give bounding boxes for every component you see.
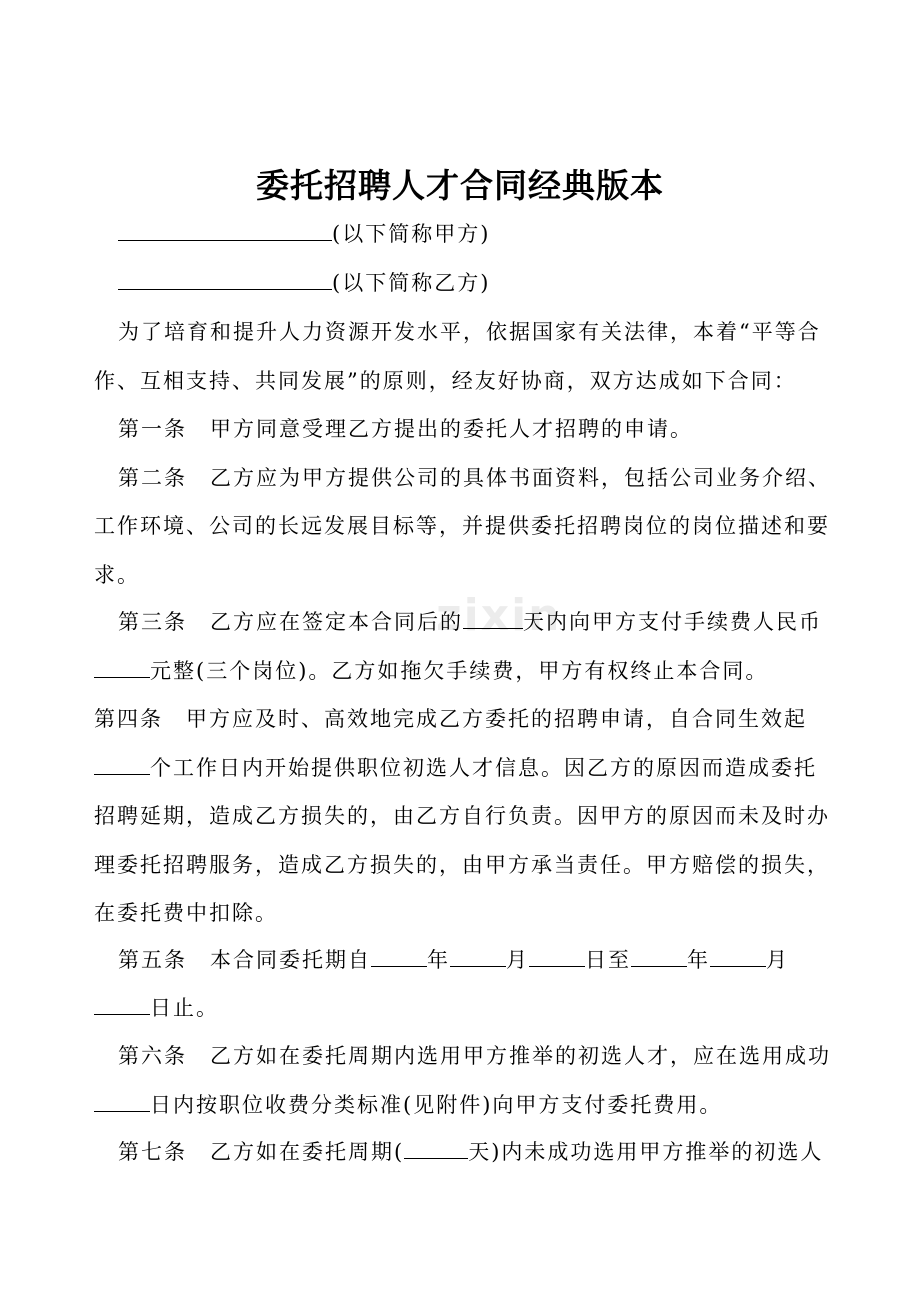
article-4-text-2: 个工作日内开始提供职位初选人才信息。因乙方的原因而造成委托 xyxy=(150,756,817,780)
article-3-text-a: 第三条 乙方应在签定本合同后的 xyxy=(118,610,463,634)
preamble-line-2: 作、互相支持、共同发展”的原则，经友好协商，双方达成如下合同： xyxy=(94,369,797,393)
end-day-label: 日止。 xyxy=(150,996,219,1020)
end-month-blank xyxy=(710,946,766,967)
article-2-line-1: 第二条 乙方应为甲方提供公司的具体书面资料，包括公司业务介绍、 xyxy=(118,466,831,490)
article-4-line-3: 招聘延期，造成乙方损失的，由乙方自行负责。因甲方的原因而未及时办 xyxy=(94,804,830,828)
article-2-line-2: 工作环境、公司的长远发展目标等，并提供委托招聘岗位的岗位描述和要 xyxy=(94,514,830,538)
party-a-label: (以下简称甲方) xyxy=(332,222,491,246)
party-a-line xyxy=(118,219,490,249)
article-7-text-a: 第七条 乙方如在委托周期( xyxy=(118,1140,405,1164)
start-day-blank xyxy=(529,946,585,967)
article-7-days-blank xyxy=(404,1138,468,1159)
end-year-label: 年 xyxy=(687,948,710,972)
article-5-line-1 xyxy=(118,945,789,975)
article-4-line-4: 理委托招聘服务，造成乙方损失的，由甲方承当责任。甲方赔偿的损失， xyxy=(94,853,830,877)
start-year-label: 年 xyxy=(427,948,450,972)
article-3-text-c: 元整(三个岗位)。乙方如拖欠手续费，甲方有权终止本合同。 xyxy=(150,659,769,683)
start-month-label: 月 xyxy=(506,948,529,972)
document-title: 委托招聘人才合同经典版本 xyxy=(256,166,664,205)
article-1: 第一条 甲方同意受理乙方提出的委托人才招聘的申请。 xyxy=(118,417,693,441)
article-3-text-b: 天内向甲方支付手续费人民币 xyxy=(523,610,822,634)
party-a-blank xyxy=(118,220,332,241)
end-day-blank xyxy=(94,994,150,1015)
article-7-text-b: 天)内未成功选用甲方推举的初选人 xyxy=(468,1140,824,1164)
end-month-label: 月 xyxy=(766,948,789,972)
article-5-line-2 xyxy=(94,993,219,1023)
party-b-label: (以下简称乙方) xyxy=(332,271,491,295)
article-4-line-2 xyxy=(94,753,817,783)
article-5-prefix: 第五条 本合同委托期自 xyxy=(118,948,371,972)
article-4-days-blank xyxy=(94,754,150,775)
article-4-line-1: 第四条 甲方应及时、高效地完成乙方委托的招聘申请，自合同生效起 xyxy=(94,707,807,731)
party-b-line xyxy=(118,268,490,298)
article-6-line-2 xyxy=(94,1090,722,1120)
article-7-line-1 xyxy=(118,1137,823,1167)
article-3-line-2 xyxy=(94,656,768,686)
watermark: zixin xyxy=(436,590,562,641)
start-year-blank xyxy=(371,946,427,967)
article-6-text-2: 日内按职位收费分类标准(见附件)向甲方支付委托费用。 xyxy=(150,1093,723,1117)
article-6-line-1: 第六条 乙方如在委托周期内选用甲方推举的初选人才，应在选用成功 xyxy=(118,1044,831,1068)
end-year-blank xyxy=(631,946,687,967)
article-2-line-3: 求。 xyxy=(94,563,140,587)
start-month-blank xyxy=(450,946,506,967)
article-3-amount-blank xyxy=(94,657,150,678)
party-b-blank xyxy=(118,269,332,290)
preamble-line-1: 为了培育和提升人力资源开发水平，依据国家有关法律，本着“平等合 xyxy=(118,320,821,344)
article-4-line-5: 在委托费中扣除。 xyxy=(94,901,278,925)
start-day-label: 日至 xyxy=(585,948,631,972)
article-6-days-blank xyxy=(94,1091,150,1112)
